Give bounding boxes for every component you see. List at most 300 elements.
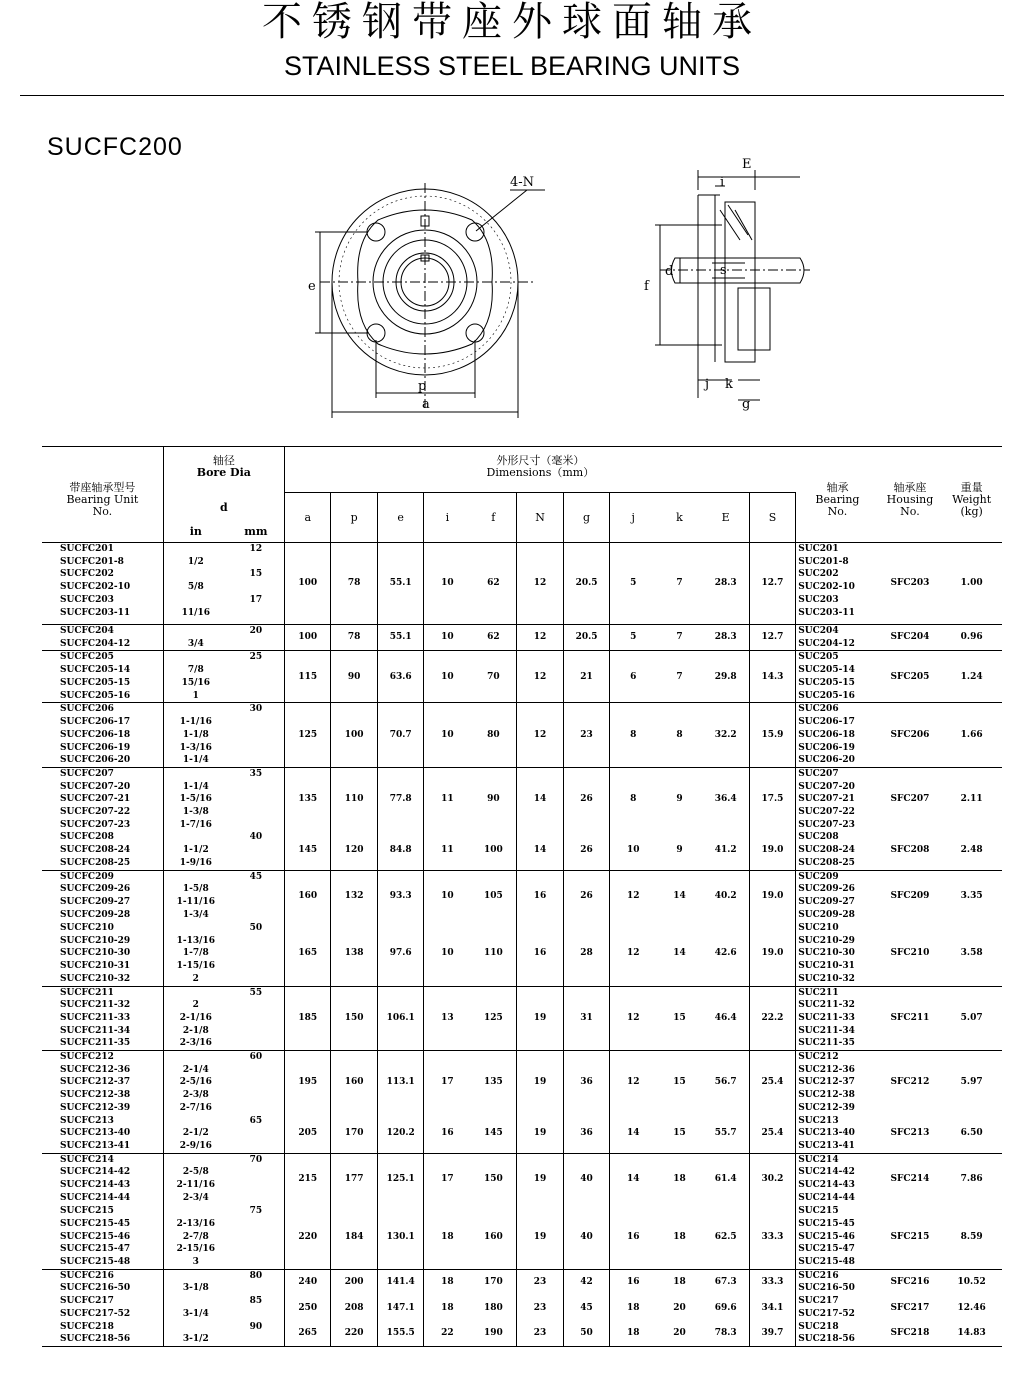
housing-no: SFC207	[879, 767, 942, 831]
bore-mm: 12 15 17	[228, 543, 285, 625]
housing-no: SFC206	[879, 703, 942, 768]
header-housing-no: 轴承座 Housing No.	[879, 447, 942, 543]
dim-j: 16	[626, 1231, 640, 1242]
unit-list: SUCFC207 SUCFC207-20 SUCFC207-21 SUCFC207-22 SUCFC207-23	[42, 767, 163, 831]
weight-value: 1.66	[941, 703, 1002, 768]
dim-a: 195	[284, 1051, 330, 1115]
dim-N: 14	[517, 831, 563, 870]
dim-i: 13	[424, 986, 470, 1051]
dim-j: 5	[610, 543, 656, 625]
weight-value: 8.59	[960, 1231, 983, 1242]
unit-list: SUCFC212 SUCFC212-36 SUCFC212-37 SUCFC212-38 SUCFC212-39	[42, 1051, 163, 1115]
model-series: SUCFC200	[47, 133, 183, 161]
dim-j: 12	[610, 1051, 656, 1115]
bore-inch: 2-1/4 2-5/16 2-3/8 2-7/16	[163, 1051, 228, 1115]
dim-g: 40	[563, 1205, 609, 1269]
dim-e: 125.1	[377, 1153, 423, 1205]
dim-i: 18	[441, 1302, 454, 1313]
dim-N: 16	[517, 922, 563, 986]
dim-i: 10	[424, 870, 470, 922]
dim-i: 11	[424, 767, 470, 831]
bore-mm: 75	[228, 1205, 285, 1269]
dim-i: 17	[424, 1153, 470, 1205]
dim-S: 33.3	[749, 1205, 796, 1269]
unit-list: SUCFC205 SUCFC205-14 SUCFC205-15 SUCFC205-16	[42, 651, 163, 703]
bearing-list: SUC207 SUC207-20 SUC207-21 SUC207-22 SUC207-23	[796, 767, 879, 831]
dim-k: 15	[673, 1128, 686, 1139]
dim-a: 205	[284, 1115, 330, 1154]
dim-k: 14	[673, 948, 686, 959]
dim-p: 100	[331, 703, 377, 768]
dim-N: 19	[517, 986, 563, 1051]
housing-no: SFC214	[879, 1153, 942, 1205]
bore-inch: 2 2-1/16 2-1/8 2-3/16	[163, 986, 228, 1051]
dim-i: 10	[441, 948, 454, 959]
dim-g: 21	[563, 651, 609, 703]
dim-E: 28.3	[703, 543, 749, 625]
dim-f: 170	[470, 1269, 516, 1295]
dim-f: 180	[470, 1295, 516, 1320]
dim-j: 12	[610, 870, 656, 922]
dim-a: 220	[284, 1205, 330, 1269]
dim-g: 26	[563, 767, 609, 831]
dim-k: 14	[656, 870, 702, 922]
bore-mm: 20	[228, 625, 285, 651]
dim-i: 10	[424, 651, 470, 703]
label-p: p	[418, 379, 427, 394]
dim-i: 17	[424, 1051, 470, 1115]
dim-E: 56.7	[703, 1051, 749, 1115]
dim-g: 28	[563, 922, 609, 986]
header-d: d	[163, 493, 284, 523]
dim-a: 160	[284, 870, 330, 922]
dim-E: 78.3	[703, 1321, 749, 1347]
dim-S: 19.0	[749, 831, 796, 870]
dim-k: 8	[656, 703, 702, 768]
dim-N: 23	[517, 1321, 563, 1347]
label-d: d	[665, 264, 674, 279]
dim-e: 97.6	[377, 922, 423, 986]
header-g: g	[563, 493, 609, 543]
table-row	[42, 1295, 1002, 1320]
weight-value: 6.50	[960, 1128, 983, 1139]
dim-S: 25.4	[749, 1115, 796, 1154]
dim-p: 110	[331, 767, 377, 831]
dim-S: 12.7	[749, 625, 796, 651]
housing-no: SFC215	[890, 1231, 930, 1242]
dim-E: 67.3	[703, 1269, 749, 1295]
dim-E: 32.2	[703, 703, 749, 768]
dim-S: 12.7	[749, 543, 796, 625]
table-row	[42, 922, 1002, 986]
header-k: k	[656, 493, 702, 543]
unit-list: SUCFC213 SUCFC213-40 SUCFC213-41	[42, 1115, 163, 1154]
header-e: e	[377, 493, 423, 543]
header-mm: mm	[228, 523, 285, 543]
dim-N: 12	[517, 543, 563, 625]
dim-j: 5	[610, 625, 656, 651]
front-view	[315, 183, 545, 418]
table-row	[42, 1321, 1002, 1347]
dim-S: 34.1	[749, 1295, 796, 1320]
dim-p: 132	[331, 870, 377, 922]
technical-drawing	[0, 150, 1024, 430]
dim-f: 110	[470, 922, 516, 986]
bearing-list: SUC208 SUC208-24 SUC208-25	[798, 832, 855, 868]
unit-list: SUCFC217 SUCFC217-52	[42, 1295, 163, 1320]
dim-k: 18	[656, 1153, 702, 1205]
table-body	[42, 543, 1002, 1347]
dim-E: 41.2	[703, 831, 749, 870]
bearing-list: SUC215 SUC215-45 SUC215-46 SUC215-47 SUC215-48	[798, 1206, 855, 1268]
dim-k: 15	[656, 986, 702, 1051]
dim-N: 16	[517, 870, 563, 922]
table-row	[42, 703, 1002, 768]
bearing-list: SUC201 SUC201-8 SUC202 SUC202-10 SUC203 SUC203-11	[796, 543, 879, 625]
dim-e: 113.1	[377, 1051, 423, 1115]
dim-k: 7	[656, 625, 702, 651]
title-english: STAINLESS STEEL BEARING UNITS	[283, 51, 741, 81]
dim-e: 70.7	[377, 703, 423, 768]
bore-inch: 1-5/8 1-11/16 1-3/4	[163, 870, 228, 922]
label-g: g	[742, 397, 751, 412]
dim-e: 147.1	[377, 1295, 423, 1320]
dim-E: 36.4	[703, 767, 749, 831]
dim-p: 78	[331, 543, 377, 625]
unit-list: SUCFC201 SUCFC201-8 SUCFC202 SUCFC202-10 SUCFC203 SUCFC203-11	[42, 543, 163, 625]
dim-f: 90	[470, 767, 516, 831]
dim-a: 100	[284, 625, 330, 651]
bore-mm: 50	[228, 922, 285, 986]
label-s: s	[720, 263, 727, 278]
table-row	[42, 1269, 1002, 1295]
unit-list: SUCFC216 SUCFC216-50	[42, 1269, 163, 1295]
dim-a: 215	[284, 1153, 330, 1205]
title-divider	[20, 95, 1004, 96]
dim-E: 42.6	[703, 922, 749, 986]
dim-a: 100	[284, 543, 330, 625]
dim-E: 55.7	[703, 1115, 749, 1154]
weight-value: 0.96	[941, 625, 1002, 651]
dim-f: 135	[470, 1051, 516, 1115]
bearing-list: SUC213 SUC213-40 SUC213-41	[798, 1115, 855, 1151]
dim-g: 31	[563, 986, 609, 1051]
housing-no: SFC216	[879, 1269, 942, 1295]
header-bearing-unit: 带座轴承型号 Bearing Unit No.	[42, 447, 163, 543]
weight-value: 7.86	[941, 1153, 1002, 1205]
dim-p: 160	[331, 1051, 377, 1115]
side-view	[655, 170, 810, 400]
bearing-list: SUC217 SUC217-52	[798, 1296, 855, 1319]
bore-mm: 45	[228, 870, 285, 922]
dim-g: 36	[563, 1051, 609, 1115]
dim-k: 15	[656, 1051, 702, 1115]
dim-a: 135	[284, 767, 330, 831]
dim-j: 18	[610, 1321, 656, 1347]
bearing-list: SUC205 SUC205-14 SUC205-15 SUC205-16	[796, 651, 879, 703]
table-row	[42, 986, 1002, 1051]
dim-e: 141.4	[377, 1269, 423, 1295]
dim-g: 50	[563, 1321, 609, 1347]
dim-i: 11	[441, 845, 454, 856]
dim-N: 14	[517, 767, 563, 831]
dim-g: 45	[563, 1295, 609, 1320]
bore-mm: 55	[228, 986, 285, 1051]
dim-g: 40	[563, 1153, 609, 1205]
dim-e: 155.5	[377, 1321, 423, 1347]
dim-g: 26	[563, 870, 609, 922]
weight-value: 14.83	[941, 1321, 1002, 1347]
weight-value: 5.07	[941, 986, 1002, 1051]
dim-p: 138	[331, 922, 377, 986]
dim-j: 16	[610, 1269, 656, 1295]
housing-no: SFC205	[879, 651, 942, 703]
dim-k: 18	[656, 1269, 702, 1295]
dim-S: 30.2	[749, 1153, 796, 1205]
label-k: k	[725, 377, 733, 392]
dim-e: 77.8	[377, 767, 423, 831]
dim-f: 145	[470, 1115, 516, 1154]
dimensions-table-container	[42, 446, 1002, 1347]
bearing-list: SUC206 SUC206-17 SUC206-18 SUC206-19 SUC206-20	[796, 703, 879, 768]
dim-p: 220	[331, 1321, 377, 1347]
bearing-list: SUC210 SUC210-29 SUC210-30 SUC210-31 SUC210-32	[798, 923, 855, 984]
bore-mm: 70	[228, 1153, 285, 1205]
header-p: p	[331, 493, 377, 543]
dim-e: 84.8	[377, 831, 423, 870]
label-4n: 4-N	[510, 175, 535, 190]
dim-k: 9	[656, 767, 702, 831]
dim-a: 240	[284, 1269, 330, 1295]
dim-a: 265	[284, 1321, 330, 1347]
dim-k: 9	[676, 845, 683, 856]
dim-g: 36	[563, 1115, 609, 1154]
dim-p: 90	[331, 651, 377, 703]
table-row	[42, 831, 1002, 870]
housing-no: SFC203	[879, 543, 942, 625]
label-E: E	[742, 157, 752, 172]
dim-N: 12	[517, 651, 563, 703]
dim-S: 14.3	[749, 651, 796, 703]
dim-E: 61.4	[703, 1153, 749, 1205]
bore-mm: 90	[228, 1321, 285, 1347]
dim-N: 23	[517, 1269, 563, 1295]
bearing-list: SUC204 SUC204-12	[796, 625, 879, 651]
label-a: a	[422, 397, 430, 412]
header-weight: 重量 Weight (kg)	[941, 447, 1002, 543]
dim-a: 165	[284, 922, 330, 986]
dim-N: 19	[517, 1153, 563, 1205]
weight-value: 5.97	[941, 1051, 1002, 1115]
header-dimensions: 外形尺寸（毫米） Dimensions（mm）	[486, 454, 595, 479]
dim-e: 130.1	[377, 1205, 423, 1269]
bearing-list: SUC209 SUC209-26 SUC209-27 SUC209-28	[796, 870, 879, 922]
unit-list: SUCFC206 SUCFC206-17 SUCFC206-18 SUCFC206-19 SUCFC206-20	[42, 703, 163, 768]
dim-p: 184	[331, 1205, 377, 1269]
dim-j: 18	[626, 1302, 640, 1313]
label-j: j	[705, 377, 710, 392]
table-row	[42, 1205, 1002, 1269]
dim-j: 10	[626, 845, 640, 856]
table-row	[42, 625, 1002, 651]
bore-inch: 2-5/8 2-11/16 2-3/4	[163, 1153, 228, 1205]
dim-N: 19	[517, 1115, 563, 1154]
bore-mm: 60	[228, 1051, 285, 1115]
dimensions-table	[42, 446, 1002, 1347]
header-N: N	[517, 493, 563, 543]
dim-N: 12	[517, 703, 563, 768]
dim-e: 93.3	[377, 870, 423, 922]
dim-j: 12	[610, 986, 656, 1051]
weight-value: 3.35	[941, 870, 1002, 922]
dim-i: 18	[424, 1269, 470, 1295]
table-row	[42, 870, 1002, 922]
bore-inch: 7/8 15/16 1	[163, 651, 228, 703]
dim-f: 125	[470, 986, 516, 1051]
dim-e: 120.2	[377, 1115, 423, 1154]
housing-no: SFC217	[890, 1302, 930, 1313]
dim-g: 23	[563, 703, 609, 768]
dim-p: 150	[331, 986, 377, 1051]
title-chinese: 不锈钢带座外球面轴承	[262, 0, 762, 45]
dim-p: 208	[331, 1295, 377, 1320]
dim-N: 23	[517, 1295, 563, 1320]
dim-E: 40.2	[703, 870, 749, 922]
bore-inch: 3/4	[163, 625, 228, 651]
dim-e: 55.1	[377, 543, 423, 625]
dim-E: 46.4	[703, 986, 749, 1051]
unit-list: SUCFC209 SUCFC209-26 SUCFC209-27 SUCFC209-28	[42, 870, 163, 922]
bearing-list: SUC211 SUC211-32 SUC211-33 SUC211-34 SUC211-35	[796, 986, 879, 1051]
dim-f: 80	[470, 703, 516, 768]
dim-i: 16	[441, 1128, 454, 1139]
weight-value: 1.00	[941, 543, 1002, 625]
dim-S: 17.5	[749, 767, 796, 831]
bore-mm: 85	[228, 1295, 285, 1320]
bore-mm: 30	[228, 703, 285, 768]
dim-g: 26	[563, 831, 609, 870]
weight-value: 1.24	[941, 651, 1002, 703]
weight-value: 10.52	[941, 1269, 1002, 1295]
label-i: i	[720, 175, 725, 190]
dim-E: 28.3	[703, 625, 749, 651]
housing-no: SFC208	[890, 845, 930, 856]
housing-no: SFC204	[879, 625, 942, 651]
header-E: E	[703, 493, 749, 543]
dim-p: 120	[331, 831, 377, 870]
dim-p: 78	[331, 625, 377, 651]
dim-S: 25.4	[749, 1051, 796, 1115]
bearing-list: SUC212 SUC212-36 SUC212-37 SUC212-38 SUC212-39	[796, 1051, 879, 1115]
dim-S: 39.7	[749, 1321, 796, 1347]
dim-e: 55.1	[377, 625, 423, 651]
weight-value: 12.46	[957, 1302, 986, 1313]
header-S: S	[749, 493, 796, 543]
bore-inch: 1-1/2 1-9/16	[179, 845, 212, 868]
dim-N: 12	[517, 625, 563, 651]
dim-j: 8	[610, 703, 656, 768]
table-row	[42, 1153, 1002, 1205]
bore-inch: 1-13/16 1-7/8 1-15/16 2	[176, 935, 215, 984]
dim-j: 14	[626, 1128, 640, 1139]
dim-a: 185	[284, 986, 330, 1051]
dim-k: 7	[656, 651, 702, 703]
dim-E: 29.8	[703, 651, 749, 703]
header-j: j	[610, 493, 656, 543]
header-a: a	[284, 493, 330, 543]
housing-no: SFC218	[879, 1321, 942, 1347]
unit-list: SUCFC210 SUCFC210-29 SUCFC210-30 SUCFC210-31 SUCFC210-32	[42, 922, 163, 986]
bore-inch: 1-1/16 1-1/8 1-3/16 1-1/4	[163, 703, 228, 768]
table-row	[42, 651, 1002, 703]
dim-f: 160	[470, 1205, 516, 1269]
housing-no: SFC210	[890, 948, 930, 959]
dim-E: 69.6	[703, 1295, 749, 1320]
dim-f: 105	[470, 870, 516, 922]
unit-list: SUCFC211 SUCFC211-32 SUCFC211-33 SUCFC211-34 SUCFC211-35	[42, 986, 163, 1051]
dim-k: 18	[673, 1231, 686, 1242]
dim-a: 145	[284, 831, 330, 870]
label-f: f	[644, 279, 649, 294]
label-e: e	[308, 279, 316, 294]
weight-value: 2.48	[960, 845, 983, 856]
table-row	[42, 767, 1002, 831]
dim-E: 62.5	[703, 1205, 749, 1269]
weight-value: 3.58	[960, 948, 983, 959]
dim-k: 20	[656, 1321, 702, 1347]
housing-no: SFC212	[879, 1051, 942, 1115]
dim-i: 10	[424, 543, 470, 625]
dim-S: 19.0	[749, 922, 796, 986]
dim-e: 106.1	[377, 986, 423, 1051]
dim-j: 6	[610, 651, 656, 703]
bearing-list: SUC218 SUC218-56	[796, 1321, 879, 1347]
bore-inch: 1/2 5/8 11/16	[163, 543, 228, 625]
bore-mm: 65	[228, 1115, 285, 1154]
unit-list: SUCFC218 SUCFC218-56	[42, 1321, 163, 1347]
dim-p: 200	[331, 1269, 377, 1295]
dim-a: 115	[284, 651, 330, 703]
table-row	[42, 1051, 1002, 1115]
dim-S: 19.0	[749, 870, 796, 922]
dim-j: 14	[610, 1153, 656, 1205]
dim-f: 100	[470, 831, 516, 870]
bore-inch: 1-1/4 1-5/16 1-3/8 1-7/16	[163, 767, 228, 831]
dim-i: 18	[441, 1231, 454, 1242]
housing-no: SFC213	[890, 1128, 930, 1139]
bore-inch: 3-1/4	[182, 1308, 209, 1319]
dim-g: 20.5	[563, 543, 609, 625]
dim-f: 70	[470, 651, 516, 703]
unit-list: SUCFC214 SUCFC214-42 SUCFC214-43 SUCFC214-44	[42, 1153, 163, 1205]
dim-g: 20.5	[563, 625, 609, 651]
header-bearing-no: 轴承 Bearing No.	[796, 447, 879, 543]
dim-e: 63.6	[377, 651, 423, 703]
dim-S: 15.9	[749, 703, 796, 768]
bore-inch: 3-1/8	[163, 1269, 228, 1295]
dim-a: 250	[284, 1295, 330, 1320]
dim-i: 22	[424, 1321, 470, 1347]
dim-a: 125	[284, 703, 330, 768]
unit-list: SUCFC204 SUCFC204-12	[42, 625, 163, 651]
housing-no: SFC209	[879, 870, 942, 922]
weight-value: 2.11	[941, 767, 1002, 831]
bore-inch: 2-1/2 2-9/16	[179, 1128, 212, 1151]
dim-S: 22.2	[749, 986, 796, 1051]
header-bore-dia: 轴径 Bore Dia	[163, 447, 284, 493]
unit-list: SUCFC208 SUCFC208-24 SUCFC208-25	[42, 831, 163, 870]
bore-mm: 40	[228, 831, 285, 870]
